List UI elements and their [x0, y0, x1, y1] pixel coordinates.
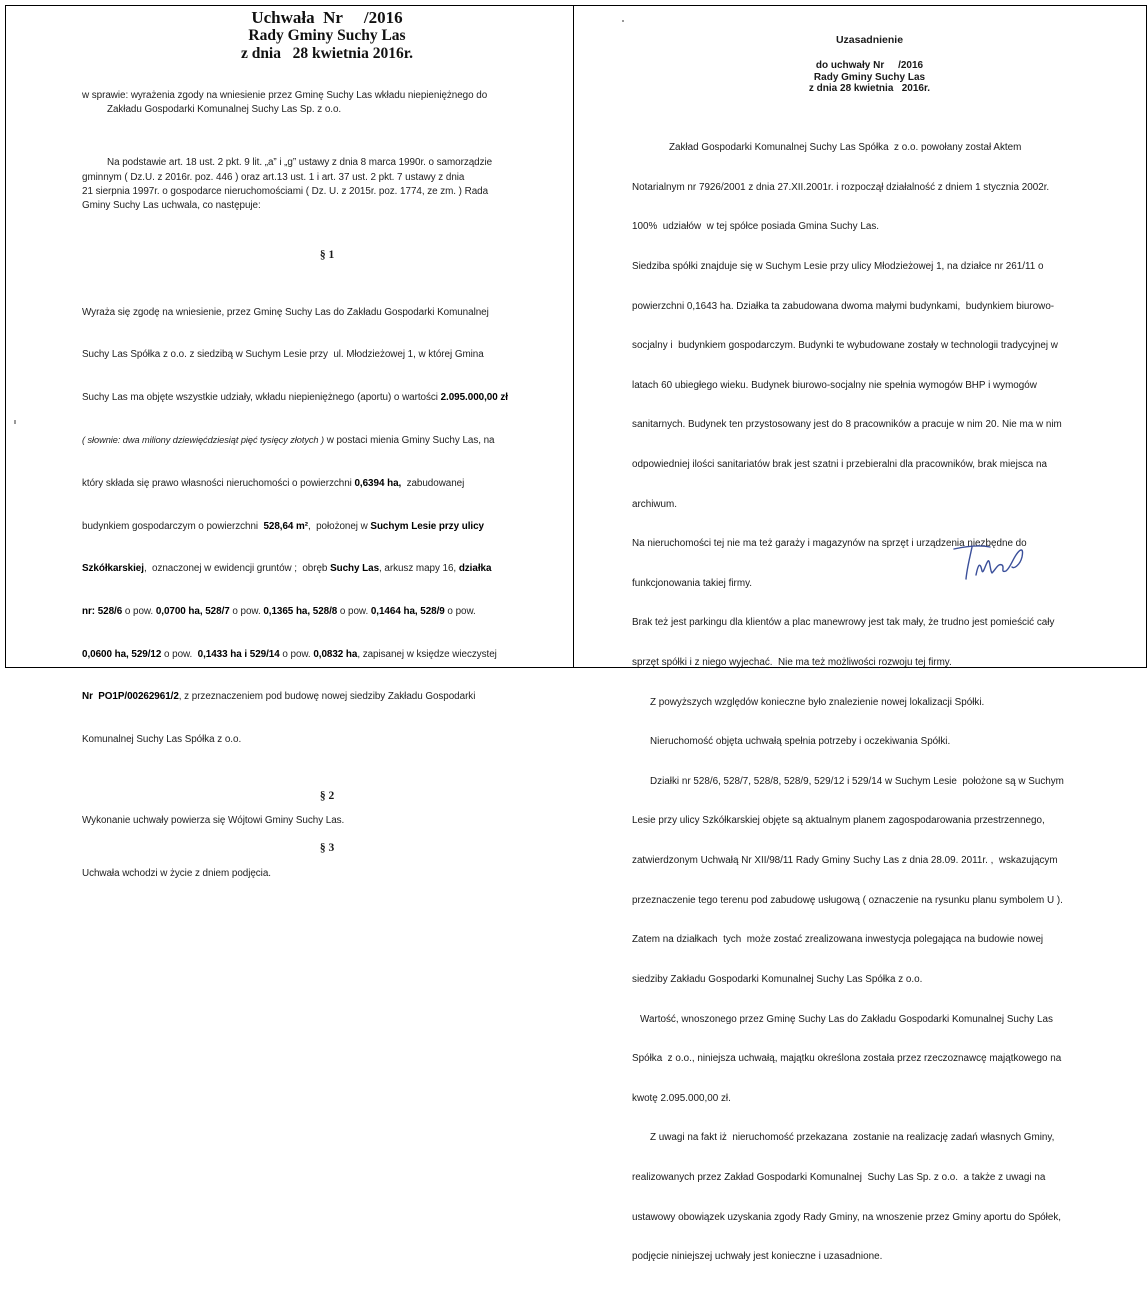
justification-body — [632, 115, 1107, 1290]
text-line: powierzchni 0,1643 ha. Działka ta zabudowana dwoma małymi budynkami, budynkiem biurowo- — [632, 300, 1055, 312]
location: Suchym Lesie przy ulicy — [370, 520, 484, 532]
text-line: Notarialnym nr 7926/2001 z dnia 27.XII.2001r. i rozpoczął działalność z dniem 1 stycznia 2002r. — [632, 181, 1050, 193]
building-area: 528,64 m² — [263, 520, 309, 532]
scan-mark — [14, 420, 16, 424]
text-line: sanitarnych. Budynek ten przystosowany jest do 8 pracowników a pracuje w nim 20. Nie ma w nim — [632, 419, 1062, 431]
precinct: Suchy Las — [330, 563, 380, 575]
reference-line: z dnia 28 kwietnia 2016r. — [808, 83, 931, 95]
amount-in-words: ( słownie: dwa miliony dziewięćdziesiąt pięć tysięcy złotych ) — [82, 435, 324, 446]
text-line: Brak też jest parkingu dla klientów a plac manewrowy jest tak mały, że trudno jest pomieścić cały — [632, 617, 1055, 629]
text-line: Działki nr 528/6, 528/7, 528/8, 528/9, 529/12 i 529/14 w Suchym Lesie położone są w Suchym — [650, 775, 1064, 787]
plot-number: 0,0600 ha, 529/12 — [82, 648, 162, 660]
text-line: siedziby Zakładu Gospodarki Komunalnej Suchy Las Spółka z o.o. — [632, 973, 923, 985]
text-line: zatwierdzonym Uchwałą Nr XII/98/11 Rady Gminy Suchy Las z dnia 28.09. 2011r. , wskazującym — [632, 855, 1058, 867]
text-span: , oznaczonej w ewidencji gruntów ; obręb — [143, 563, 331, 575]
text-line: Komunalnej Suchy Las Spółka z o.o. — [82, 733, 242, 745]
text-line — [82, 477, 552, 491]
scan-mark — [622, 20, 624, 22]
text-line — [82, 690, 552, 704]
handwritten-signature — [950, 535, 1040, 585]
text-line: Suchy Las Spółka z o.o. z siedzibą w Suchym Lesie przy ul. Młodzieżowej 1, w której Gmina — [82, 349, 484, 361]
plot-number: 0,1464 ha, 528/9 — [370, 605, 445, 617]
text-span: o pow. — [444, 605, 476, 617]
text-line — [82, 391, 552, 405]
council-name: Rady Gminy Suchy Las — [248, 27, 406, 44]
text-line — [82, 562, 552, 576]
text-line: Zakład Gospodarki Komunalnej Suchy Las Spółka z o.o. powołany został Aktem — [669, 142, 1022, 154]
text-line: Wartość, wnoszonego przez Gminę Suchy Las do Zakładu Gospodarki Komunalnej Suchy Las — [640, 1013, 1053, 1025]
section-1-text — [82, 277, 552, 775]
text-span: o pow. — [122, 605, 156, 617]
text-line: Z uwagi na fakt iż nieruchomość przekazana zostanie na realizację zadań własnych Gminy, — [650, 1132, 1055, 1144]
section-2-heading: § 2 — [319, 790, 335, 803]
text-span: o pow. — [161, 648, 198, 660]
text-line: funkcjonowania takiej firmy. — [632, 577, 753, 589]
section-2-text: Wykonanie uchwały powierza się Wójtowi Gminy Suchy Las. — [82, 815, 345, 827]
text-line: Zatem na działkach tych może zostać zrealizowana inwestycja polegająca na budowie nowej — [632, 934, 1044, 946]
plot-number: 0,0700 ha, 528/7 — [155, 605, 230, 617]
text-line: 100% udziałów w tej spółce posiada Gmina Suchy Las. — [632, 221, 880, 233]
reference-line: do uchwały Nr /2016 — [815, 60, 924, 72]
resolution-page — [82, 8, 552, 881]
basis-line: 21 sierpnia 1997r. o gospodarce nieruchomościami ( Dz. U. z 2015r. poz. 1774, ze zm. ) Rada — [82, 185, 489, 197]
text-line — [82, 520, 552, 534]
text-span: o pow. — [337, 605, 371, 617]
text-line — [82, 605, 552, 619]
section-3-heading: § 3 — [319, 841, 335, 854]
text-line: ustawowy obowiązek uzyskania zgody Rady Gminy, na wnoszenie przez Gminy aportu do Spółek, — [632, 1211, 1062, 1223]
basis-line: Na podstawie art. 18 ust. 2 pkt. 9 lit. „a” i „g” ustawy z dnia 8 marca 1990r. o samorządzie — [107, 157, 493, 169]
text-span: zabudowanej — [401, 478, 465, 490]
land-register-number: Nr PO1P/00262961/2 — [82, 691, 179, 703]
subject — [82, 89, 552, 117]
legal-basis — [82, 156, 552, 213]
text-line: archiwum. — [632, 498, 677, 510]
text-line: realizowanych przez Zakład Gospodarki Komunalnej Suchy Las Sp. z o.o. a także z uwagi na — [632, 1171, 1046, 1183]
section-3-text: Uchwała wchodzi w życie z dniem podjęcia. — [82, 867, 271, 879]
justification-title: Uzasadnienie — [835, 34, 904, 46]
text-line: podjęcie niniejszej uchwały jest konieczne i uzasadnione. — [632, 1251, 883, 1263]
text-span: w postaci mienia Gminy Suchy Las, na — [324, 435, 495, 447]
text-line: sprzęt spółki i z niego wyjechać. Nie ma też możliwości rozwoju tej firmy. — [632, 657, 952, 669]
plot-number: 528/6 — [97, 605, 123, 617]
subject-line: w sprawie: wyrażenia zgody na wniesienie przez Gminę Suchy Las wkładu niepieniężnego do — [82, 90, 488, 101]
text-span: który składa się prawo własności nieruchomości o powierzchni — [82, 478, 355, 490]
text-span: o pow. — [229, 605, 264, 617]
text-span: Suchy Las ma objęte wszystkie udziały, wkładu niepieniężnego (aportu) o wartości — [82, 391, 441, 403]
text-line: Nieruchomość objęta uchwałą spełnia potrzeby i oczekiwania Spółki. — [650, 736, 951, 748]
text-span: o pow. — [279, 648, 314, 660]
street: Szkółkarskiej — [82, 563, 144, 575]
subject-line: Zakładu Gospodarki Komunalnej Suchy Las Sp. z o.o. — [107, 104, 342, 116]
page-divider — [573, 5, 574, 668]
plot-number: 0,1433 ha i 529/14 — [197, 648, 280, 660]
text-line: Na nieruchomości tej nie ma też garaży i magazynów na sprzęt i urządzenia niezbędne do — [632, 538, 1027, 550]
resolution-title: Uchwała Nr /2016 — [251, 8, 403, 27]
justification-reference — [632, 60, 1107, 95]
resolution-date: z dnia 28 kwietnia 2016r. — [240, 45, 414, 62]
text-span: , położonej w — [308, 520, 371, 532]
text-line: socjalny i budynkiem gospodarczym. Budynki te wybudowane zostały w technologii tradycyjnej w — [632, 340, 1058, 352]
text-span: , zapisanej w księdze wieczystej — [357, 648, 497, 660]
text-span: nr: — [82, 605, 98, 617]
text-span: budynkiem gospodarczym o powierzchni — [82, 520, 264, 532]
area: 0,6394 ha, — [354, 478, 402, 490]
text-line — [82, 433, 552, 448]
text-span: , arkusz mapy 16, — [379, 563, 459, 575]
amount: 2.095.000,00 zł — [440, 391, 508, 403]
basis-line: Gminy Suchy Las uchwala, co następuje: — [82, 200, 261, 212]
reference-line: Rady Gminy Suchy Las — [813, 71, 926, 83]
text-line: przeznaczenie tego terenu pod zabudowę usługową ( oznaczenie na rysunku planu symbolem U ). — [632, 894, 1063, 906]
section-1-heading: § 1 — [319, 249, 335, 262]
text-line: latach 60 ubiegłego wieku. Budynek biurowo-socjalny nie spełnia wymogów BHP i wymogów — [632, 379, 1037, 391]
text-line: Z powyższych względów konieczne było znalezienie nowej lokalizacji Spółki. — [650, 696, 985, 708]
text-line: kwotę 2.095.000,00 zł. — [632, 1092, 731, 1104]
text-line: odpowiedniej ilości sanitariatów brak jest szatni i przebieralni dla pracowników, brak miejsca na — [632, 458, 1047, 470]
justification-page — [632, 34, 1107, 1290]
text-line: Wyraża się zgodę na wniesienie, przez Gminę Suchy Las do Zakładu Gospodarki Komunalnej — [82, 306, 489, 318]
plot-area: 0,0832 ha — [313, 648, 358, 660]
plot-label: działka — [458, 563, 492, 575]
plot-number: 0,1365 ha, 528/8 — [263, 605, 338, 617]
text-span: , z przeznaczeniem pod budowę nowej siedziby Zakładu Gospodarki — [178, 691, 476, 703]
text-line: Spółka z o.o., niniejsza uchwałą, majątku określona została przez rzeczoznawcę majątkowego na — [632, 1053, 1062, 1065]
text-line: Siedziba spółki znajduje się w Suchym Lesie przy ulicy Młodzieżowej 1, na działce nr 261/11 o — [632, 260, 1044, 272]
text-line — [82, 648, 552, 662]
basis-line: gminnym ( Dz.U. z 2016r. poz. 446 ) oraz art.13 ust. 1 i art. 37 ust. 2 pkt. 7 ustawy z dnia — [82, 171, 465, 183]
text-line: Lesie przy ulicy Szkółkarskiej objęte są aktualnym planem zagospodarowania przestrzennego, — [632, 815, 1045, 827]
